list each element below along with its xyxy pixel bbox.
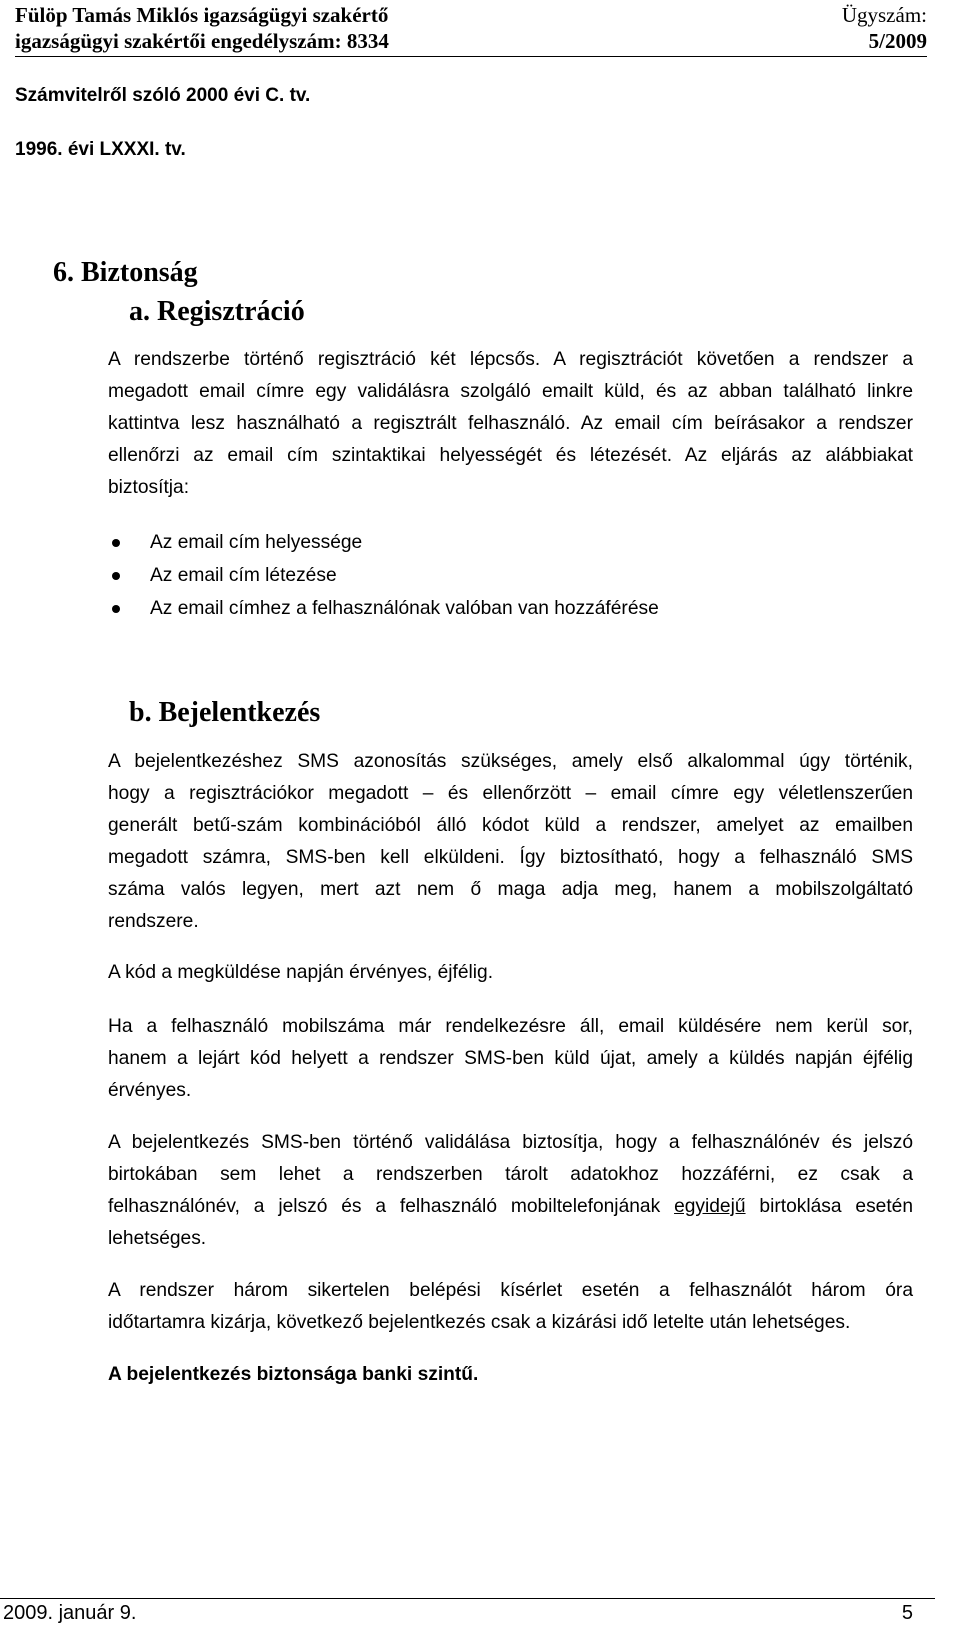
bullet-icon — [112, 572, 120, 580]
paragraph-line: megadott számra, SMS-ben kell elküldeni. Így biztosítható, hogy a felhasználó SMS — [108, 847, 913, 868]
paragraph-line: biztosítja: — [108, 477, 190, 498]
case-number-label: Ügyszám: — [841, 3, 927, 27]
paragraph-line: kattintva lesz használható a regisztrált felhasználó. Az email cím beírásakor a rendszer — [108, 413, 913, 434]
paragraph-line: A bejelentkezés SMS-ben történő validálása biztosítja, hogy a felhasználónév és jelszó — [108, 1132, 913, 1153]
login-paragraph-2 — [108, 957, 913, 989]
expert-name: Fülöp Tamás Miklós igazságügyi szakértő — [15, 3, 389, 27]
paragraph-line: érvényes. — [108, 1080, 192, 1101]
paragraph-line: Ha a felhasználó mobilszáma már rendelkezésre áll, email küldésére nem kerül sor, — [108, 1016, 913, 1037]
paragraph-line: A kód a megküldése napján érvényes, éjfélig. — [108, 962, 494, 983]
footer-rule — [0, 1598, 935, 1599]
law-reference-2: 1996. évi LXXXI. tv. — [15, 139, 186, 160]
footer-date: 2009. január 9. — [3, 1602, 137, 1624]
login-paragraph-1 — [108, 746, 913, 938]
paragraph-line: hanem a lejárt kód helyett a rendszer SMS-ben küld újat, amely a küldés napján éjfélig — [108, 1048, 913, 1069]
list-item-text: Az email cím helyessége — [150, 532, 363, 553]
registration-paragraph — [108, 344, 913, 504]
paragraph-line: generált betű-szám kombinációból álló kódot küld a rendszer, amelyet az emailben — [108, 815, 913, 836]
law-reference-1: Számvitelről szóló 2000 évi C. tv. — [15, 85, 311, 106]
paragraph-line — [108, 1191, 913, 1223]
text-run: felhasználónév, a jelszó és a felhasználó mobiltelefonjának — [108, 1196, 675, 1217]
login-paragraph-6 — [108, 1359, 913, 1391]
paragraph-line: A bejelentkezéshez SMS azonosítás szükséges, amely első alkalommal úgy történik, — [108, 751, 913, 772]
paragraph-line: megadott email címre egy validálásra szolgáló emailt küld, és az abban található linkre — [108, 381, 913, 402]
list-item-text: Az email cím létezése — [150, 565, 337, 586]
login-paragraph-3 — [108, 1011, 913, 1107]
license-number: igazságügyi szakértői engedélyszám: 8334 — [15, 29, 389, 53]
paragraph-line: ellenőrzi az email cím szintaktikai helyességét és létezését. Az eljárás az alábbiakat — [108, 445, 913, 466]
bullet-icon — [112, 605, 120, 613]
paragraph-line: száma valós legyen, mert azt nem ő maga adja meg, hanem a mobilszolgáltató — [108, 879, 913, 900]
paragraph-line: A bejelentkezés biztonsága banki szintű. — [108, 1364, 479, 1385]
list-item-text: Az email címhez a felhasználónak valóban van hozzáférése — [150, 598, 659, 619]
section-heading: 6. Biztonság — [53, 257, 198, 288]
paragraph-line: lehetséges. — [108, 1228, 207, 1249]
login-paragraph-5 — [108, 1275, 913, 1339]
subsection-heading-registration: a. Regisztráció — [129, 296, 305, 327]
underlined-word: egyidejű — [674, 1196, 746, 1217]
case-number: 5/2009 — [868, 29, 927, 53]
header-rule — [15, 56, 927, 57]
paragraph-line: rendszere. — [108, 911, 199, 932]
page-number: 5 — [901, 1602, 913, 1624]
text-run: birtoklása esetén — [745, 1196, 914, 1217]
paragraph-line: hogy a regisztrációkor megadott – és ellenőrzött – email címre egy véletlenszerűen — [108, 783, 913, 804]
subsection-heading-login: b. Bejelentkezés — [129, 697, 321, 728]
paragraph-line: időtartamra kizárja, következő bejelentkezés csak a kizárási idő letelte után lehetséges. — [108, 1312, 851, 1333]
paragraph-line: A rendszer három sikertelen belépési kísérlet esetén a felhasználót három óra — [108, 1280, 913, 1301]
bullet-icon — [112, 539, 120, 547]
paragraph-line: A rendszerbe történő regisztráció két lépcsős. A regisztrációt követően a rendszer a — [108, 349, 913, 370]
paragraph-line: birtokában sem lehet a rendszerben tárolt adatokhoz hozzáférni, ez csak a — [108, 1164, 913, 1185]
login-paragraph-4 — [108, 1127, 913, 1255]
